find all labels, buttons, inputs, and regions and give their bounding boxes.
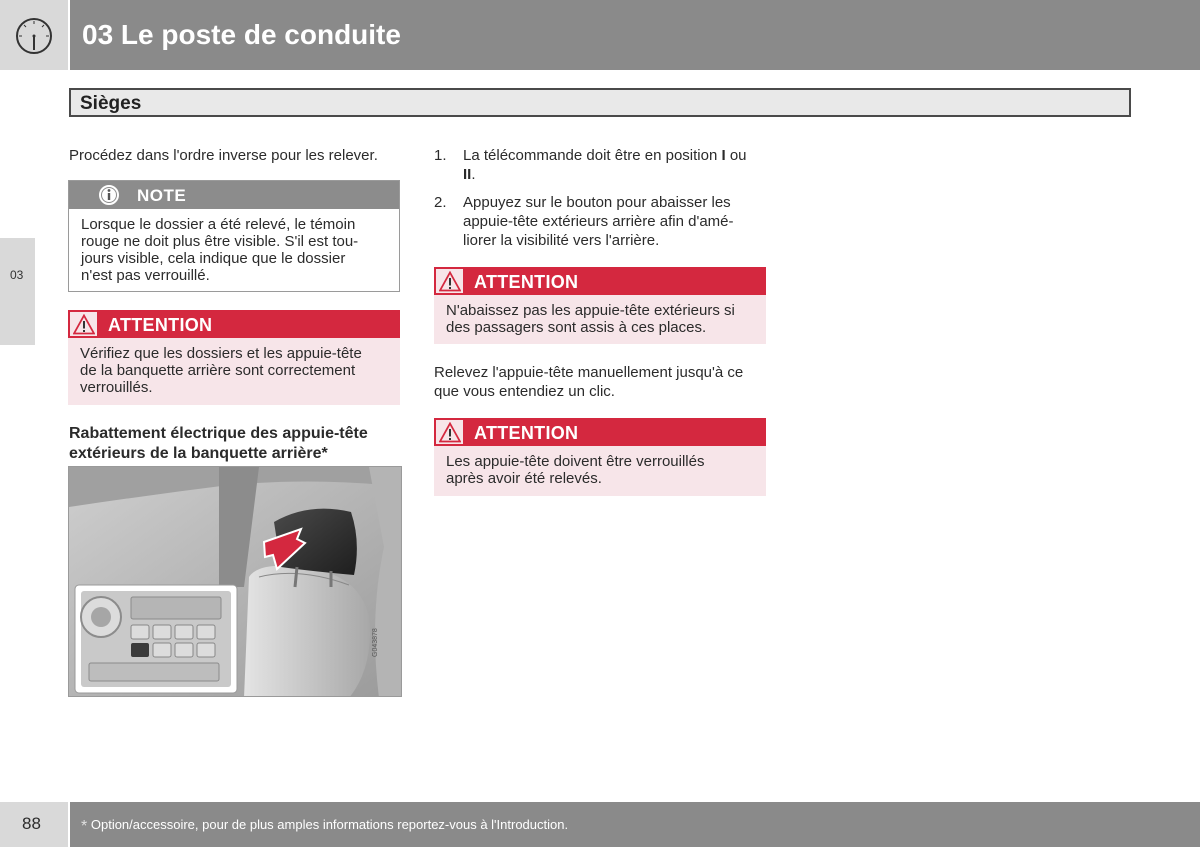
step-line: Appuyez sur le bouton pour abaisser les bbox=[463, 194, 731, 211]
subheading bbox=[69, 424, 409, 464]
chapter-header bbox=[70, 0, 1200, 70]
attention-header bbox=[434, 418, 766, 446]
page-number: 88 bbox=[22, 814, 41, 833]
header-icon-box bbox=[0, 0, 68, 70]
paragraph-line: que vous entendiez un clic. bbox=[434, 383, 615, 400]
attention-body bbox=[80, 345, 362, 396]
subheading-line: extérieurs de la banquette arrière* bbox=[69, 445, 328, 462]
step-text: ou bbox=[725, 147, 747, 164]
subheading-line: Rabattement électrique des appuie-tête bbox=[69, 425, 368, 442]
step-bold: I bbox=[721, 147, 726, 164]
warning-icon bbox=[439, 271, 461, 292]
attention-label: ATTENTION bbox=[474, 272, 579, 292]
speedometer-icon bbox=[15, 17, 53, 55]
attention-icon-box bbox=[68, 310, 99, 338]
paragraph bbox=[434, 363, 774, 401]
warning-icon bbox=[439, 422, 461, 443]
attention-line: Vérifiez que les dossiers et les appuie-tête bbox=[80, 345, 362, 362]
attention-header bbox=[434, 267, 766, 295]
attention-line: verrouillés. bbox=[80, 379, 153, 396]
headrest-illustration bbox=[68, 466, 402, 697]
attention-line: N'abaissez pas les appuie-tête extérieurs si bbox=[446, 302, 735, 319]
illustration-drawing bbox=[69, 467, 402, 697]
step-text: La télécommande doit être en position bbox=[463, 147, 722, 164]
intro-text: Procédez dans l'ordre inverse pour les relever. bbox=[69, 147, 378, 164]
attention-icon-box bbox=[434, 418, 465, 446]
note-line: rouge ne doit plus être visible. S'il est tou- bbox=[81, 233, 359, 250]
step-line: appuie-tête extérieurs arrière afin d'amé- bbox=[463, 213, 734, 230]
note-header bbox=[69, 181, 399, 209]
attention-line: des passagers sont assis à ces places. bbox=[446, 319, 707, 336]
section-title-box bbox=[69, 88, 1131, 117]
page-number-box bbox=[0, 802, 68, 847]
step-number: 1. bbox=[434, 147, 447, 164]
attention-body bbox=[446, 453, 705, 487]
step-number: 2. bbox=[434, 194, 447, 211]
attention-box bbox=[434, 418, 766, 496]
footer-bar bbox=[70, 802, 1200, 847]
attention-box bbox=[434, 267, 766, 344]
attention-body bbox=[446, 302, 735, 336]
attention-line: après avoir été relevés. bbox=[446, 470, 602, 487]
attention-box bbox=[68, 310, 400, 405]
note-line: Lorsque le dossier a été relevé, le témoin bbox=[81, 216, 356, 233]
paragraph-line: Relevez l'appuie-tête manuellement jusqu'à ce bbox=[434, 364, 744, 381]
list-item bbox=[434, 193, 774, 250]
chapter-side-tab bbox=[0, 238, 35, 345]
attention-label: ATTENTION bbox=[108, 315, 213, 335]
list-item bbox=[434, 146, 774, 184]
attention-line: de la banquette arrière sont correctement bbox=[80, 362, 356, 379]
step-text: . bbox=[471, 166, 476, 183]
step-bold: II bbox=[463, 166, 472, 183]
note-box bbox=[68, 180, 400, 292]
chapter-title: 03 Le poste de conduite bbox=[82, 19, 401, 50]
note-line: jours visible, cela indique que le dossier bbox=[81, 250, 346, 267]
footnote-text: Option/accessoire, pour de plus amples informations reportez-vous à l'Introduction. bbox=[90, 817, 569, 832]
note-line: n'est pas verrouillé. bbox=[81, 267, 210, 284]
warning-icon bbox=[73, 314, 95, 335]
attention-header bbox=[68, 310, 400, 338]
attention-line: Les appuie-tête doivent être verrouillés bbox=[446, 453, 705, 470]
info-icon bbox=[98, 184, 120, 206]
note-label: NOTE bbox=[137, 186, 187, 205]
footnote bbox=[81, 817, 568, 836]
attention-label: ATTENTION bbox=[474, 423, 579, 443]
side-tab-label: 03 bbox=[10, 268, 24, 282]
steps-list bbox=[434, 146, 774, 259]
footnote-star: * bbox=[81, 818, 88, 835]
note-body bbox=[81, 216, 386, 284]
step-line: liorer la visibilité vers l'arrière. bbox=[463, 232, 660, 249]
attention-icon-box bbox=[434, 267, 465, 295]
section-title: Sièges bbox=[80, 93, 142, 114]
figure-code: G043878 bbox=[372, 628, 379, 657]
